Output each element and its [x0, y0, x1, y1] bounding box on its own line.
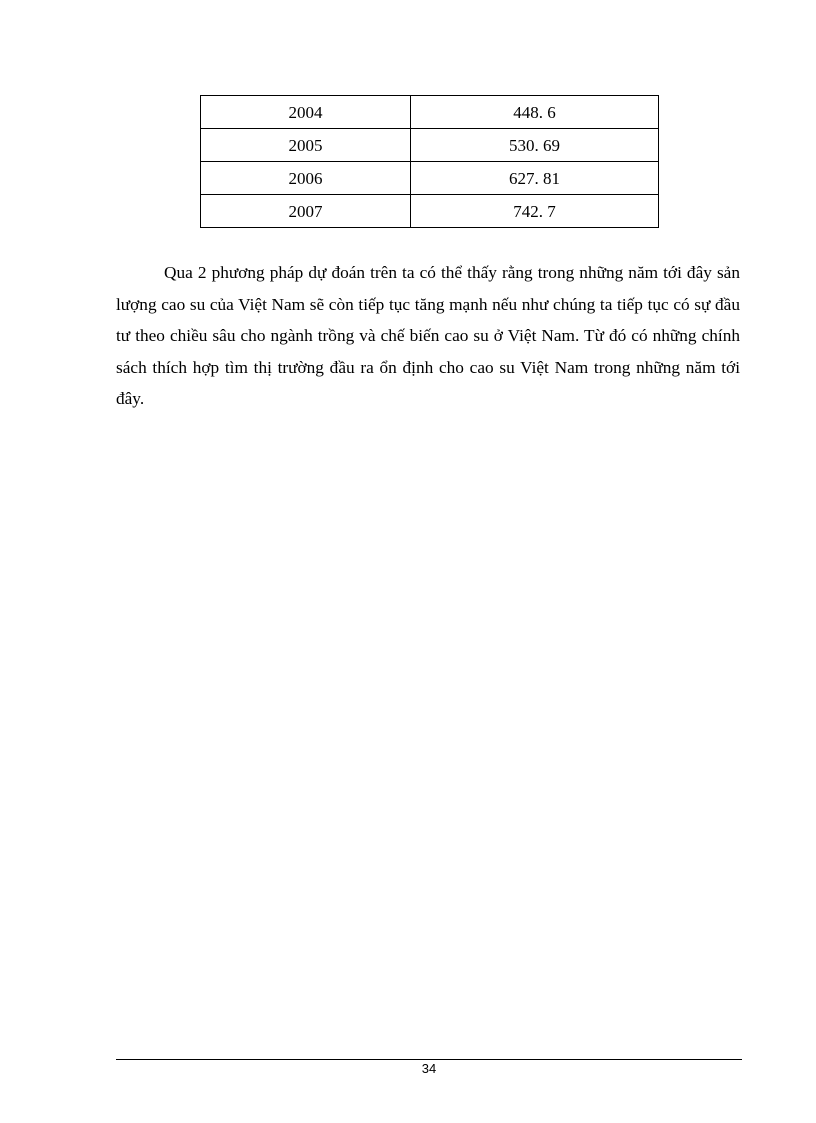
page-number: 34	[421, 1061, 437, 1076]
value-cell: 530. 69	[411, 129, 659, 162]
value-cell: 627. 81	[411, 162, 659, 195]
table-row	[201, 129, 659, 162]
year-cell: 2007	[201, 195, 411, 228]
table-row	[201, 96, 659, 129]
value-cell: 742. 7	[411, 195, 659, 228]
year-cell: 2006	[201, 162, 411, 195]
table-row	[201, 162, 659, 195]
table-row	[201, 195, 659, 228]
year-cell: 2004	[201, 96, 411, 129]
forecast-table	[200, 95, 659, 228]
footer-divider	[116, 1059, 742, 1060]
year-cell: 2005	[201, 129, 411, 162]
value-cell: 448. 6	[411, 96, 659, 129]
body-paragraph: Qua 2 phương pháp dự đoán trên ta có thể thấy rằng trong những năm tới đây sản lượng cao su của Việt Nam sẽ còn tiếp tục tăng mạnh nếu như chúng ta tiếp tục có sự đầu tư theo chiều sâu cho ngành trồng và chế biến cao su ở Việt Nam. Từ đó có những chính sách thích hợp tìm thị trường đầu ra ổn định cho cao su Việt Nam trong những năm tới đây.	[116, 263, 740, 408]
